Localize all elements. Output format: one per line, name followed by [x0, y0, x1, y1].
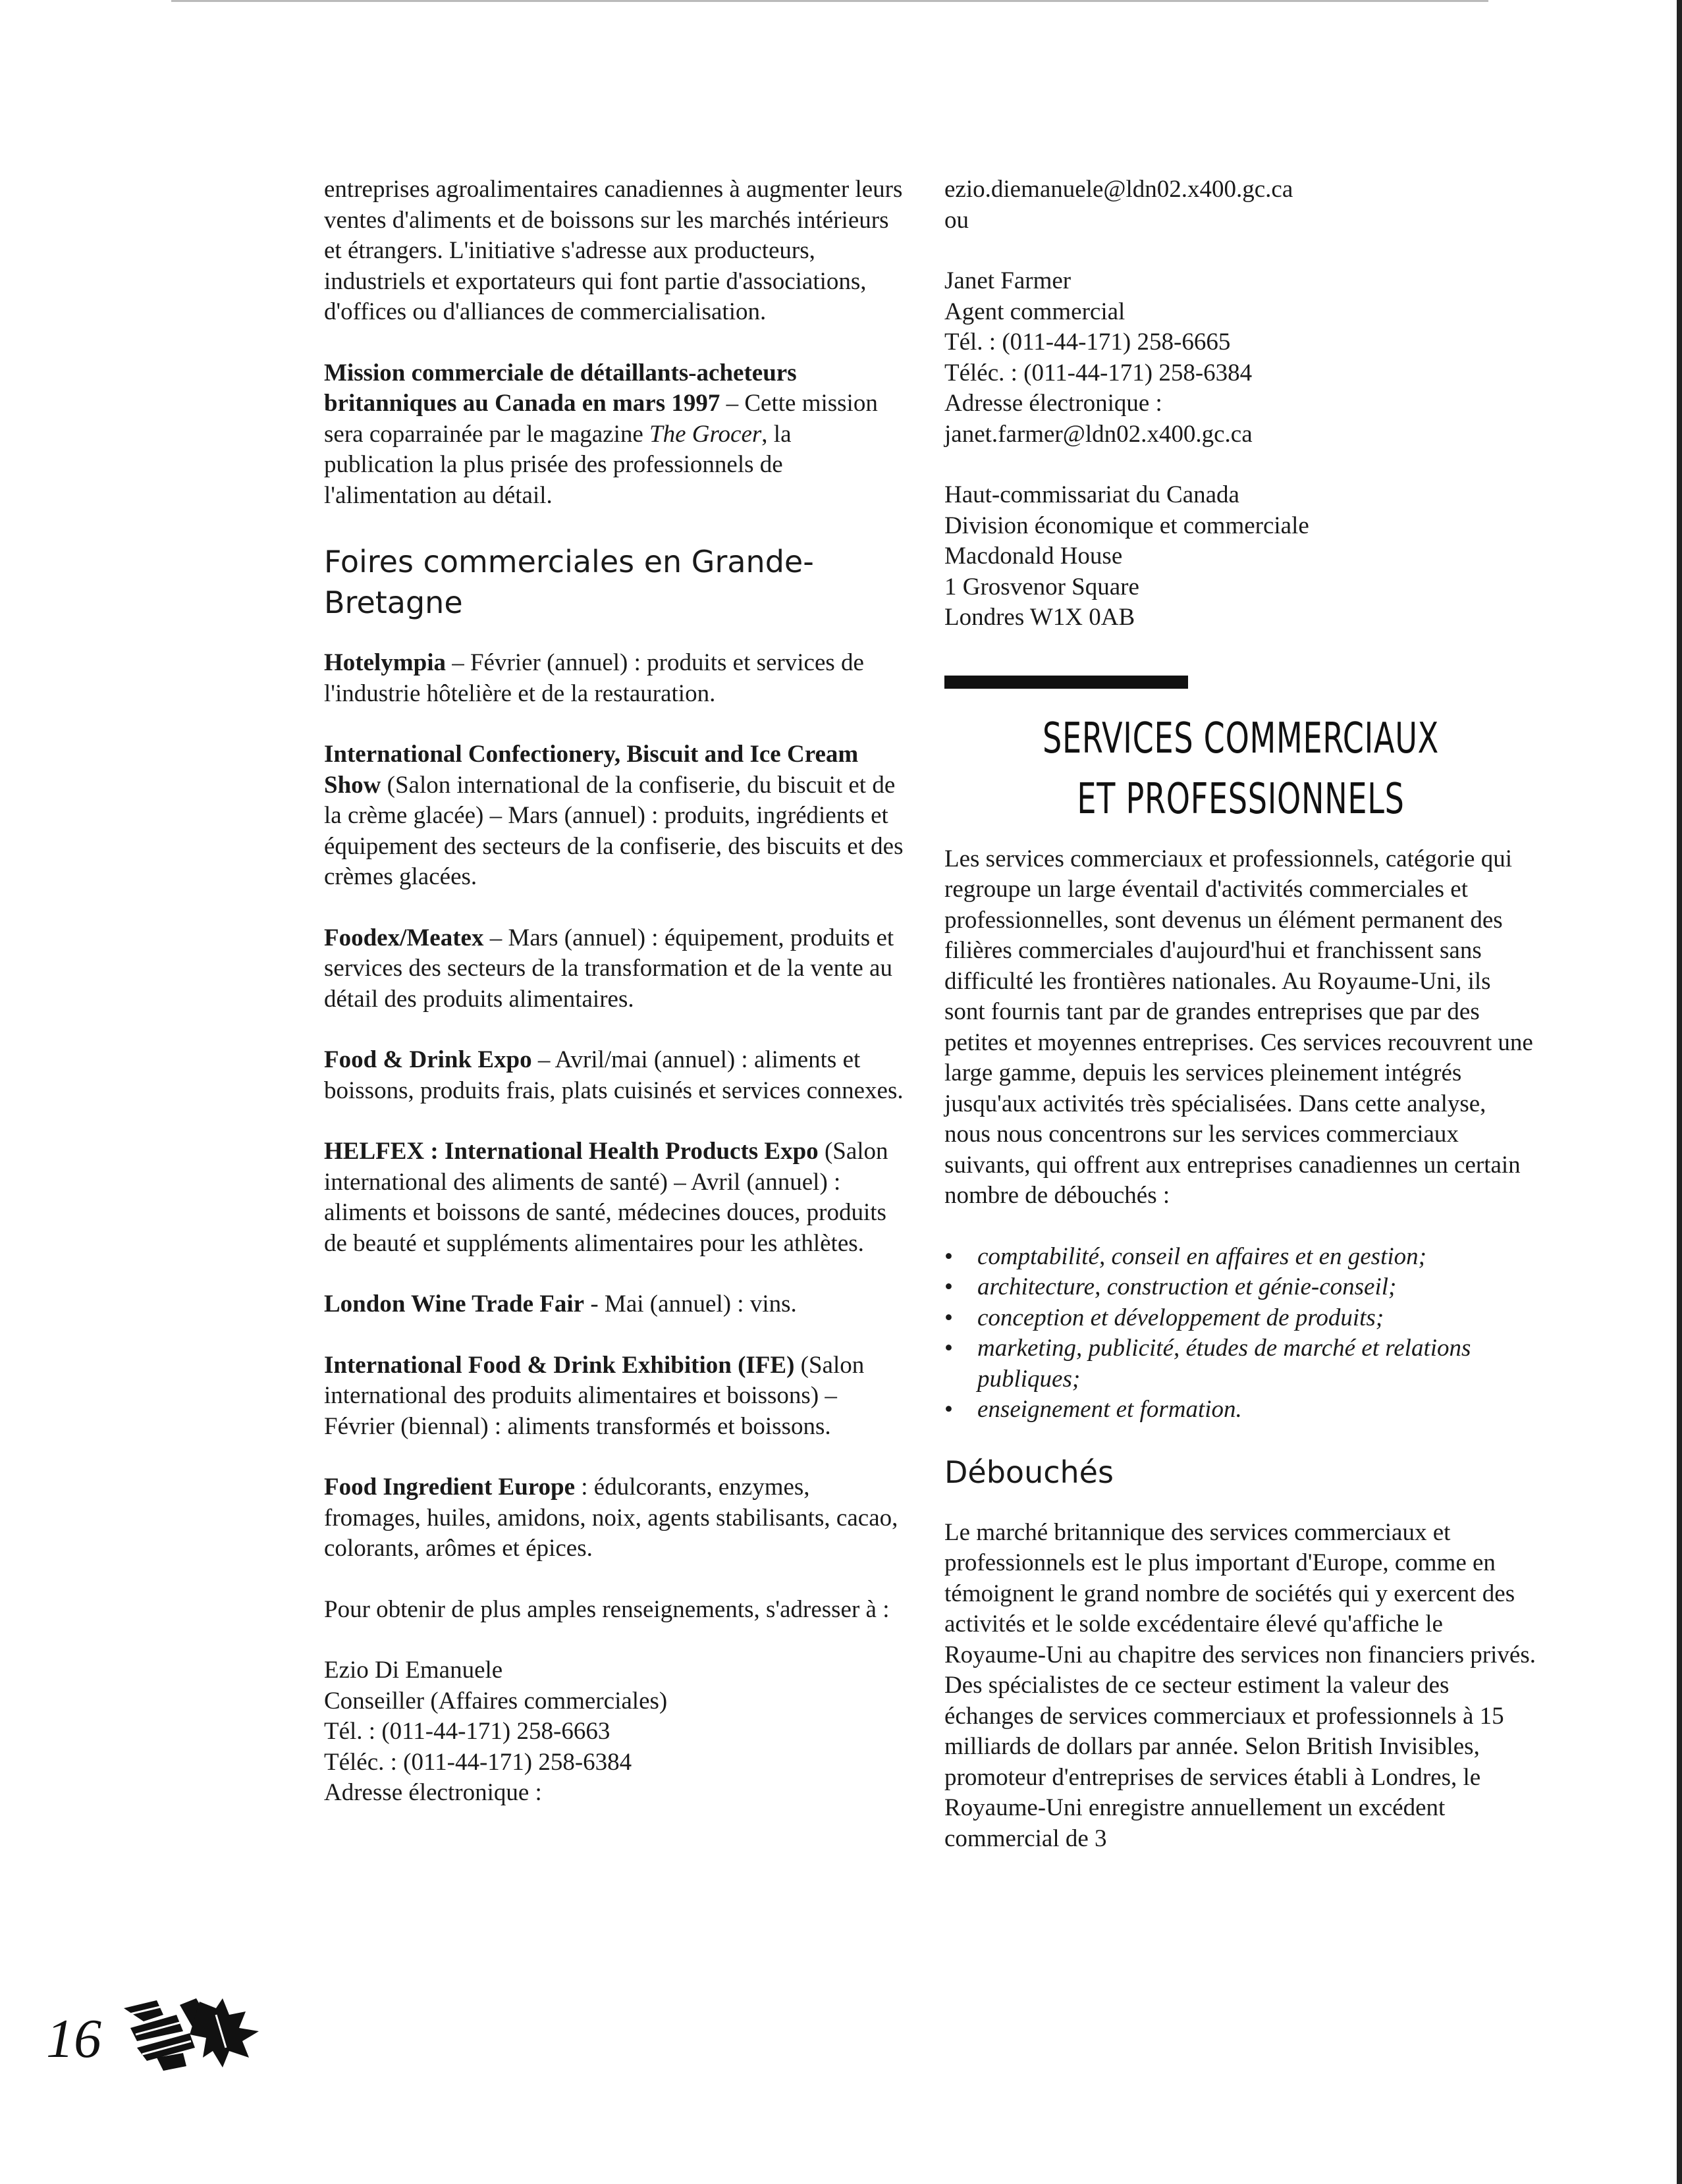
fair-name: International Food & Drink Exhibition (IFE) — [324, 1351, 795, 1379]
services-list — [944, 1242, 1537, 1425]
list-item-text: marketing, publicité, études de marché et relations publiques; — [977, 1335, 1471, 1393]
section-rule — [944, 676, 1188, 689]
address-block — [944, 480, 1537, 633]
contact-block-2 — [944, 266, 1537, 450]
contact-name: Ezio Di Emanuele — [324, 1657, 503, 1684]
section-paragraph: Les services commerciaux et professionnels, catégorie qui regroupe un large éventail d'activités commerciales et professionnelles, sont devenus un élément permanent des filières commerciales d'aujourd'hui et franchissent sans difficulté les frontières nationales. Au Royaume-Uni, ils sont fournis tant par de grandes entreprises que par des petites et moyennes entreprises. Ces services recouvrent une large gamme, depuis les services pleinement intégrés jusqu'aux activités très spécialisées. Dans cette analyse, nous nous concentrons sur les services commerciaux suivants, qui offrent aux entreprises canadiennes un certain nombre de débouchés : — [944, 845, 1533, 1209]
fair-item — [324, 648, 904, 709]
bullet-icon: • — [944, 1396, 953, 1423]
email-link[interactable]: janet.farmer@ldn02.x400.gc.ca — [944, 420, 1253, 448]
magazine-name: The Grocer — [649, 420, 762, 448]
address-line: 1 Grosvenor Square — [944, 573, 1139, 600]
section-title-line-1: SERVICES COMMERCIAUX — [1043, 714, 1439, 763]
fair-item — [324, 739, 904, 893]
or-text: ou — [944, 206, 969, 234]
address-line: Londres W1X 0AB — [944, 604, 1135, 631]
fair-item — [324, 1136, 904, 1259]
section-title-line-2: ET PROFESSIONNELS — [1077, 774, 1405, 824]
fair-description: (Salon international de la confiserie, du biscuit et de la crème glacée) – Mars (annuel) : produits, ingrédients et équipement des secteurs de la confiserie, des biscuits et des crèmes glacées. — [324, 771, 904, 890]
contact-phone: Tél. : (011-44-171) 258-6665 — [944, 329, 1231, 356]
list-item — [944, 1272, 1537, 1303]
fair-description: – Février (annuel) : produits et services de l'industrie hôtelière et de la restauration. — [324, 649, 864, 707]
bullet-icon: • — [944, 1273, 953, 1300]
opportunities-heading: Débouchés — [944, 1454, 1114, 1490]
fair-item — [324, 1045, 904, 1106]
info-paragraph: Pour obtenir de plus amples renseignements, s'adresser à : — [324, 1595, 890, 1623]
page-number: 16 — [46, 2008, 101, 2069]
contact-title: Conseiller (Affaires commerciales) — [324, 1687, 668, 1715]
fair-description: : édulcorants, enzymes, fromages, huiles, amidons, noix, agents stabilisants, cacao, colorants, arômes et épices. — [324, 1474, 898, 1562]
list-item — [944, 1333, 1537, 1395]
fair-item — [324, 923, 904, 1015]
bullet-icon: • — [944, 1335, 953, 1362]
fair-description: (Salon international des produits alimentaires et boissons) – Février (biennal) : aliments transformés et boissons. — [324, 1351, 865, 1440]
contact-title: Agent commercial — [944, 298, 1126, 325]
email-link[interactable]: ezio.diemanuele@ldn02.x400.gc.ca — [944, 176, 1293, 203]
fair-name: Food Ingredient Europe — [324, 1474, 576, 1501]
trade-fairs-heading: Foires commerciales en Grande-Bretagne — [324, 544, 814, 620]
list-item — [944, 1303, 1537, 1334]
address-line: Haut-commissariat du Canada — [944, 481, 1239, 508]
list-item-text: comptabilité, conseil en affaires et en gestion; — [977, 1242, 1426, 1270]
fair-name: International Confectionery, Biscuit and Ice Cream Show — [324, 741, 859, 799]
left-column — [324, 174, 904, 1809]
contact-email-label: Adresse électronique : — [944, 390, 1162, 417]
fair-description: – Avril/mai (annuel) : aliments et boissons, produits frais, plats cuisinés et services connexes. — [324, 1046, 904, 1104]
list-item-text: conception et développement de produits; — [977, 1304, 1384, 1331]
list-item — [944, 1242, 1537, 1273]
address-line: Macdonald House — [944, 543, 1123, 570]
mission-text-1: – Cette mission sera coparrainée par le magazine — [324, 390, 878, 448]
fair-name: HELFEX : International Health Products Expo — [324, 1138, 819, 1165]
list-item — [944, 1395, 1537, 1425]
list-item-text: architecture, construction et génie-conseil; — [977, 1273, 1397, 1300]
intro-paragraph: entreprises agroalimentaires canadiennes à augmenter leurs ventes d'aliments et de boissons sur les marchés intérieurs et étrangers. L'initiative s'adresse aux producteurs, industriels et exportateurs qui font partie d'associations, d'offices ou d'alliances de commercialisation. — [324, 176, 903, 325]
mission-paragraph — [324, 358, 904, 512]
contact-fax: Téléc. : (011-44-171) 258-6384 — [324, 1748, 632, 1776]
address-line: Division économique et commerciale — [944, 512, 1309, 539]
right-column — [944, 174, 1537, 1884]
bullet-icon: • — [944, 1242, 953, 1270]
mission-title: Mission commerciale de détaillants-acheteurs britanniques au Canada en mars 1997 — [324, 359, 797, 417]
mission-text-2: , la publication la plus prisée des professionnels de l'alimentation au détail. — [324, 420, 792, 509]
fair-description: - Mai (annuel) : vins. — [584, 1291, 797, 1318]
contact-email-label: Adresse électronique : — [324, 1779, 542, 1806]
contact-name: Janet Farmer — [944, 267, 1072, 294]
fair-name: Hotelympia — [324, 649, 446, 676]
opportunities-paragraph: Le marché britannique des services commerciaux et professionnels est le plus important d'Europe, comme en témoignent le grand nombre de sociétés qui y exercent des activités et le solde excédentaire élevé qu'affiche le Royaume-Uni au chapitre des services non financiers privés. Des spécialistes de ce secteur estiment la valeur des échanges de services commerciaux et professionnels à 15 milliards de dollars par année. Selon British Invisibles, promoteur d'entreprises de services établi à Londres, le Royaume-Uni enregistre annuellement un excédent commercial de 3 — [944, 1518, 1536, 1852]
scan-top-line — [171, 0, 1488, 2]
section-title — [1027, 708, 1454, 830]
flag-emblem-icon — [117, 1995, 269, 2074]
fair-description: – Mars (annuel) : équipement, produits et services des secteurs de la transformation et de la vente au détail des produits alimentaires. — [324, 924, 894, 1013]
list-item-text: enseignement et formation. — [977, 1396, 1242, 1423]
fair-item — [324, 1289, 904, 1320]
scan-right-edge — [1677, 0, 1682, 2184]
fair-description: (Salon international des aliments de santé) – Avril (annuel) : aliments et boissons de santé, médecines douces, produits de beauté et suppléments alimentaires pour les athlètes. — [324, 1138, 888, 1257]
fair-name: Foodex/Meatex — [324, 924, 484, 951]
fair-name: Food & Drink Expo — [324, 1046, 532, 1073]
fair-name: London Wine Trade Fair — [324, 1291, 585, 1318]
contact-block — [324, 1655, 904, 1809]
bullet-icon: • — [944, 1304, 953, 1331]
fair-item — [324, 1350, 904, 1443]
fair-item — [324, 1472, 904, 1564]
contact-phone: Tél. : (011-44-171) 258-6663 — [324, 1718, 610, 1745]
contact-fax: Téléc. : (011-44-171) 258-6384 — [944, 359, 1253, 386]
